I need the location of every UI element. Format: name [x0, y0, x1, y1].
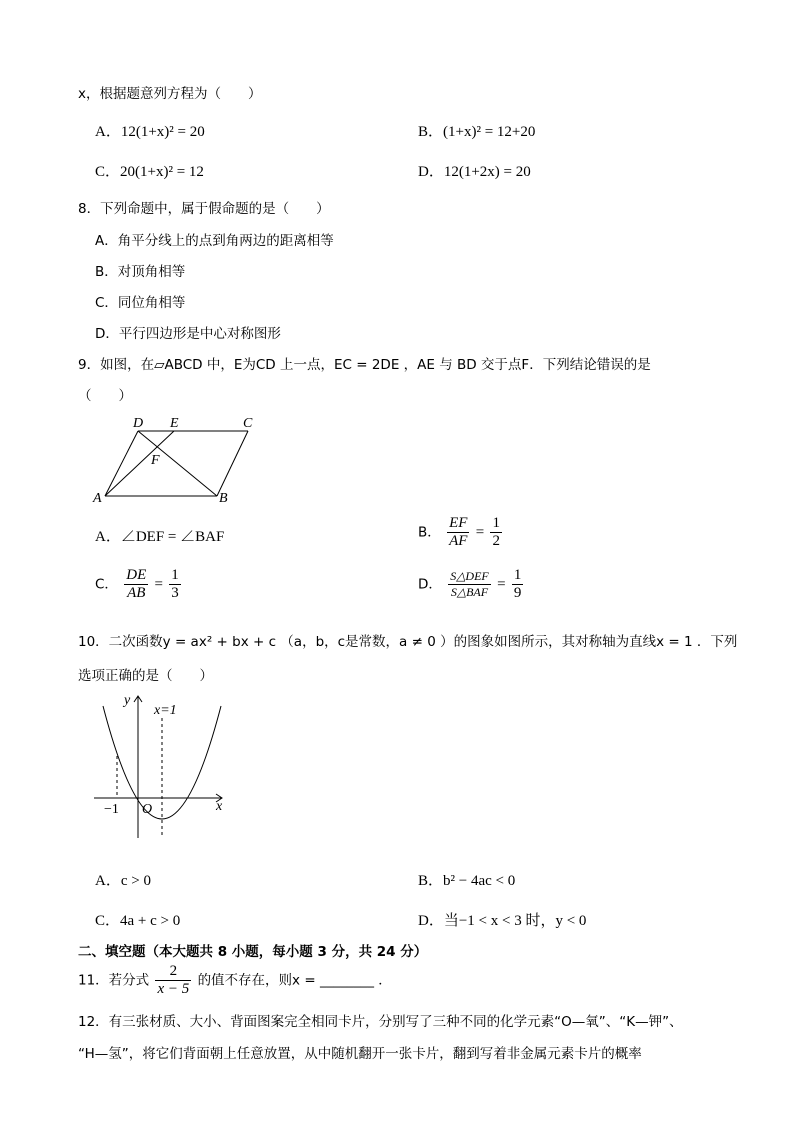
frac-denominator: AB — [127, 585, 146, 601]
q7-option-d: D．12(1+2x) = 20 — [418, 164, 531, 180]
q10-option-d: D．当−1 < x < 3 时，y < 0 — [418, 913, 587, 929]
label-y-axis: y — [124, 693, 131, 708]
q9-option-d-value — [512, 567, 524, 602]
label-d: D — [133, 416, 144, 431]
q9-option-b-prefix: B． — [418, 524, 441, 541]
q7-option-c: C．20(1+x)² = 12 — [95, 164, 204, 180]
frac-numerator: 2 — [155, 963, 191, 981]
q7-stem: x，根据题意列方程为（ ） — [78, 86, 262, 102]
q9-option-d-frac — [448, 569, 491, 600]
parallelogram-figure — [88, 410, 268, 505]
q9-option-b-frac — [447, 515, 469, 550]
parabola-graph — [88, 688, 238, 848]
frac-denominator: AF — [449, 533, 468, 549]
q9-stem-line2: （ ） — [78, 388, 132, 404]
q9-stem-line1: 9．如图，在▱ABCD 中，E为CD 上一点，EC = 2DE ，AE 与 BD 交于点F．下列结论错误的是 — [78, 357, 651, 373]
q10-option-b: B．b² − 4ac < 0 — [418, 873, 516, 889]
label-minus-one: −1 — [104, 802, 119, 817]
frac-numerator: S△DEF — [450, 569, 489, 583]
q7-option-a: A．12(1+x)² = 20 — [95, 124, 205, 140]
q8-option-b: B．对顶角相等 — [95, 264, 186, 280]
frac-numerator: 1 — [171, 567, 179, 583]
q9-option-a: A．∠DEF = ∠BAF — [95, 529, 225, 545]
label-symmetry-axis: x=1 — [154, 703, 177, 718]
frac-denominator: S△BAF — [450, 585, 489, 599]
label-a: A — [93, 491, 102, 505]
label-x-axis: x — [216, 799, 223, 814]
frac-denominator: 2 — [492, 533, 500, 549]
q11-prefix: 11．若分式 — [78, 972, 150, 989]
q9-option-c-value — [169, 567, 181, 602]
q8-option-a: A．角平分线上的点到角两边的距离相等 — [95, 233, 334, 249]
frac-denominator: 9 — [513, 585, 522, 601]
q12-line1: 12．有三张材质、大小、背面图案完全相同卡片，分别写了三种不同的化学元素“O—氧”、“K—钾”、 — [78, 1014, 683, 1030]
label-origin: O — [142, 802, 153, 817]
q9-option-d: D． $\frac{\text{S△DEF}}{\text{S△BAF}}$ = $\frac{1}{9}$ — [418, 567, 522, 601]
q8-option-d: D．平行四边形是中心对称图形 — [95, 326, 281, 342]
q11-line — [78, 963, 392, 998]
frac-numerator: 1 — [492, 515, 500, 531]
q11-frac — [155, 963, 191, 998]
label-f: F — [151, 453, 160, 468]
q9-option-b: B． $\frac{EF}{AF}$ = $\frac{1}{2}$ — [418, 515, 500, 549]
q9-option-d-prefix: D． — [418, 576, 442, 593]
label-b: B — [219, 491, 228, 505]
q10-stem-line2: 选项正确的是（ ） — [78, 668, 213, 684]
q9-option-b-value — [490, 515, 502, 550]
q9-option-c: C． $\frac{DE}{AB}$ = $\frac{1}{3}$ — [95, 567, 179, 601]
frac-numerator: 1 — [513, 567, 522, 583]
q10-stem-line1: 10．二次函数y = ax² + bx + c （a，b，c是常数，a ≠ 0 ）的图象如图所示，其对称轴为直线x = 1 ．下列 — [78, 634, 738, 650]
frac-numerator: DE — [126, 567, 147, 583]
q11-suffix: 的值不存在，则x = ________ ． — [197, 972, 392, 989]
label-c: C — [243, 416, 253, 431]
frac-denominator: x − 5 — [157, 981, 190, 997]
q7-option-b: B．(1+x)² = 12+20 — [418, 124, 536, 140]
frac-denominator: 3 — [171, 585, 179, 601]
label-e: E — [170, 416, 179, 431]
q8-option-c: C．同位角相等 — [95, 295, 186, 311]
section-title: 二、填空题（本大题共 8 小题，每小题 3 分，共 24 分） — [78, 944, 428, 960]
q10-option-a: A．c > 0 — [95, 873, 151, 889]
q12-line2: “H—氢”，将它们背面朝上任意放置，从中随机翻开一张卡片，翻到写着非金属元素卡片的概率 — [78, 1046, 642, 1062]
q9-option-c-prefix: C． — [95, 576, 118, 593]
q10-option-c: C．4a + c > 0 — [95, 913, 181, 929]
q8-stem: 8．下列命题中，属于假命题的是（ ） — [78, 201, 330, 217]
frac-numerator: EF — [449, 515, 468, 531]
q9-option-c-frac — [124, 567, 148, 602]
